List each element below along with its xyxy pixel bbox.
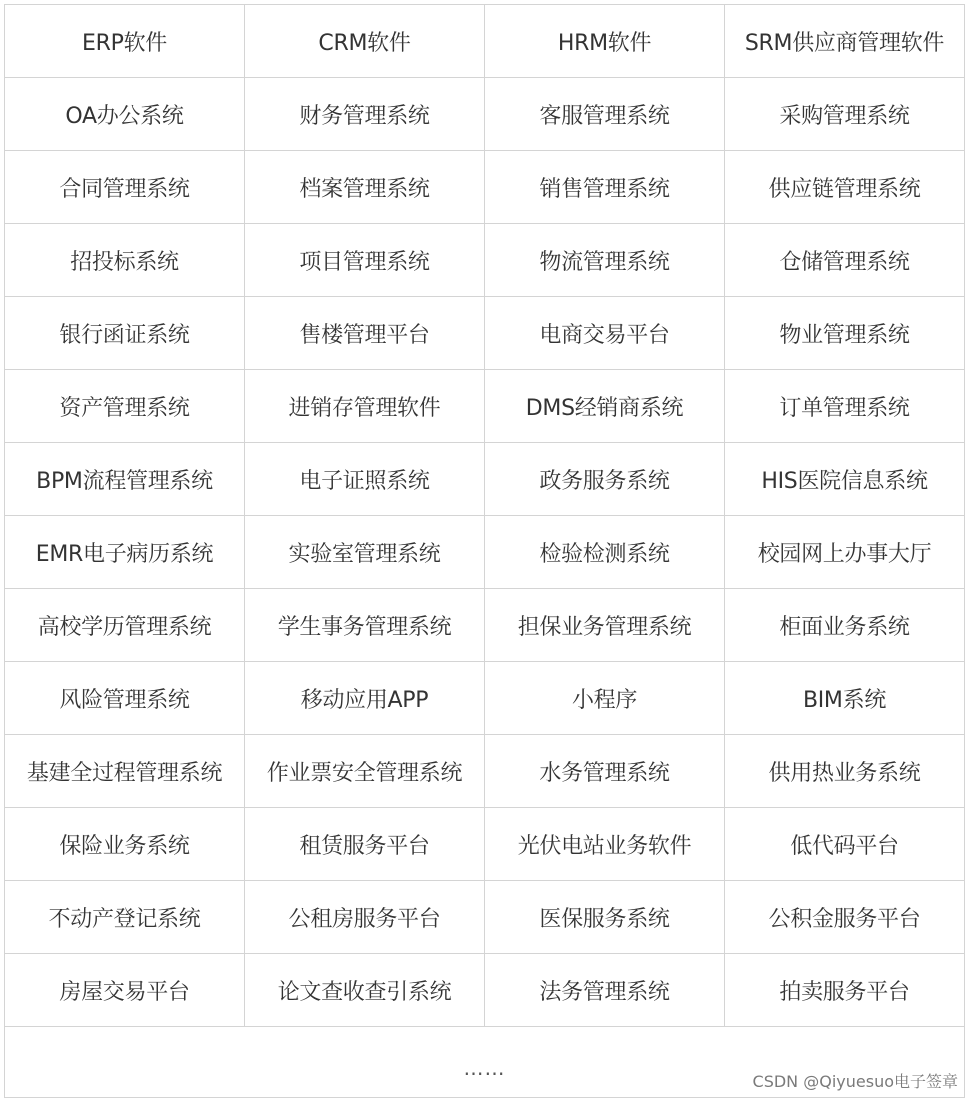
- table-cell: 医保服务系统: [485, 881, 725, 954]
- table-cell: 进销存管理软件: [245, 370, 485, 443]
- table-cell: 物流管理系统: [485, 224, 725, 297]
- table-cell: DMS经销商系统: [485, 370, 725, 443]
- table-row: [5, 589, 965, 662]
- table-row: [5, 954, 965, 1027]
- table-cell: 公租房服务平台: [245, 881, 485, 954]
- table-cell: 政务服务系统: [485, 443, 725, 516]
- table-cell: 学生事务管理系统: [245, 589, 485, 662]
- table-cell: 法务管理系统: [485, 954, 725, 1027]
- table-cell: 订单管理系统: [725, 370, 965, 443]
- table-cell: EMR电子病历系统: [5, 516, 245, 589]
- table-cell: ERP软件: [5, 5, 245, 78]
- table-cell: 合同管理系统: [5, 151, 245, 224]
- table-row: [5, 370, 965, 443]
- table-cell: 供应链管理系统: [725, 151, 965, 224]
- table-cell: 销售管理系统: [485, 151, 725, 224]
- table-cell: 档案管理系统: [245, 151, 485, 224]
- table-cell: BPM流程管理系统: [5, 443, 245, 516]
- table-cell: 招投标系统: [5, 224, 245, 297]
- table-cell: 仓储管理系统: [725, 224, 965, 297]
- table-cell: 担保业务管理系统: [485, 589, 725, 662]
- table-cell: 高校学历管理系统: [5, 589, 245, 662]
- table-cell: 租赁服务平台: [245, 808, 485, 881]
- table-cell: 小程序: [485, 662, 725, 735]
- table-cell: 校园网上办事大厅: [725, 516, 965, 589]
- table-cell: OA办公系统: [5, 78, 245, 151]
- table-cell: 移动应用APP: [245, 662, 485, 735]
- table-cell: BIM系统: [725, 662, 965, 735]
- table-cell: 售楼管理平台: [245, 297, 485, 370]
- table-cell: 保险业务系统: [5, 808, 245, 881]
- table-cell: 采购管理系统: [725, 78, 965, 151]
- table-cell: 不动产登记系统: [5, 881, 245, 954]
- table-row: [5, 662, 965, 735]
- table-cell: 财务管理系统: [245, 78, 485, 151]
- table-cell: 拍卖服务平台: [725, 954, 965, 1027]
- software-table: [4, 4, 965, 1098]
- table-body: [5, 5, 965, 1027]
- table-cell: 水务管理系统: [485, 735, 725, 808]
- table-cell: 资产管理系统: [5, 370, 245, 443]
- table-cell: 电子证照系统: [245, 443, 485, 516]
- table-row: [5, 297, 965, 370]
- table-cell: CRM软件: [245, 5, 485, 78]
- table-cell: 物业管理系统: [725, 297, 965, 370]
- table-cell: 公积金服务平台: [725, 881, 965, 954]
- table-cell: 作业票安全管理系统: [245, 735, 485, 808]
- table-cell: HIS医院信息系统: [725, 443, 965, 516]
- table-cell: 光伏电站业务软件: [485, 808, 725, 881]
- table-cell: 检验检测系统: [485, 516, 725, 589]
- table-row: [5, 881, 965, 954]
- table-cell: 实验室管理系统: [245, 516, 485, 589]
- table-cell: 论文查收查引系统: [245, 954, 485, 1027]
- table-row: [5, 5, 965, 78]
- table-cell: 电商交易平台: [485, 297, 725, 370]
- table-cell: HRM软件: [485, 5, 725, 78]
- table-cell: 风险管理系统: [5, 662, 245, 735]
- table-cell: 客服管理系统: [485, 78, 725, 151]
- table-cell: 供用热业务系统: [725, 735, 965, 808]
- table-row: [5, 151, 965, 224]
- table-row: [5, 443, 965, 516]
- watermark-text: CSDN @Qiyuesuo电子签章: [752, 1072, 958, 1091]
- table-cell: 基建全过程管理系统: [5, 735, 245, 808]
- table-cell: 柜面业务系统: [725, 589, 965, 662]
- ellipsis-text: ……: [463, 1056, 506, 1080]
- table-cell: 低代码平台: [725, 808, 965, 881]
- table-cell: 项目管理系统: [245, 224, 485, 297]
- table-row: [5, 516, 965, 589]
- table-row: [5, 808, 965, 881]
- table-row: [5, 224, 965, 297]
- table-cell: 房屋交易平台: [5, 954, 245, 1027]
- table-row: [5, 78, 965, 151]
- table-cell: SRM供应商管理软件: [725, 5, 965, 78]
- table-cell: 银行函证系统: [5, 297, 245, 370]
- table-row: [5, 735, 965, 808]
